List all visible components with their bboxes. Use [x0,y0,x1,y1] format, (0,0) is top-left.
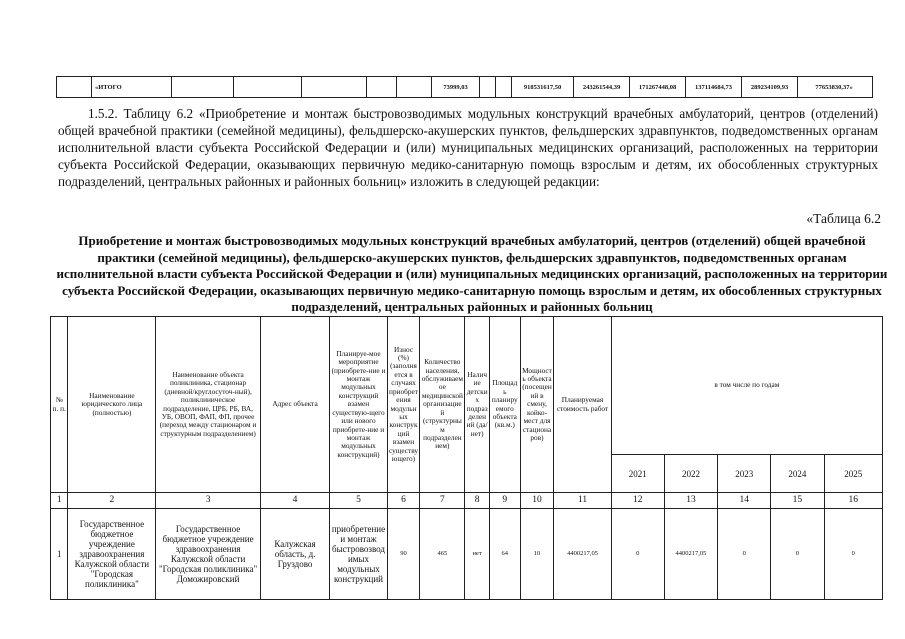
col-number: 9 [489,493,520,509]
total-2024: 289234109,93 [742,77,798,97]
header-children: Наличие детских подразделений (да/нет) [465,317,490,493]
row-2024: 0 [771,509,824,600]
header-legal-entity: Наименование юридического лица (полностью) [68,317,156,493]
table-6-2 [50,316,883,600]
total-cell-empty [496,77,512,97]
row-legal-entity-text: Государственное бюджетное учреждение здравоохранения Калужской области "Городская поликлиника" [74,519,150,589]
header-area: Площадь планируемого объекта (кв.м.) [489,317,520,493]
total-cell-empty [302,77,367,97]
table-row [51,509,883,600]
col-number: 13 [664,493,717,509]
row-2023: 0 [718,509,771,600]
col-number: 1 [51,493,68,509]
header-year-2024: 2024 [771,455,824,493]
header-wear: Износ (%) (заполняется в случаях приобретения модульных конструкций взамен существующего) [387,317,420,493]
header-cost: Планируемая стоимость работ [554,317,611,493]
total-cell-empty [397,77,432,97]
row-cost: 4400217,05 [554,509,611,600]
col-number: 10 [520,493,554,509]
header-measure: Планируе-мое мероприятие (приобрете-ние и монтаж модульных конструкций взамен существую-щего или нового приобрете-ние и монтаж модульных конструкций) [330,317,387,493]
previous-table-total-row [56,76,873,98]
col-number: 2 [68,493,156,509]
col-number: 7 [420,493,465,509]
row-object-text: Государственное бюджетное учреждение здравоохранения Калужской области "Городская поликлиника" Доможировский [158,524,258,584]
total-label: «ИТОГО [92,77,172,97]
col-number: 12 [611,493,664,509]
total-area: 73999,03 [432,77,480,97]
total-cell-empty [57,77,92,97]
total-cell-empty [367,77,397,97]
header-year-2021: 2021 [611,455,664,493]
row-legal-entity [68,509,156,600]
col-number: 14 [718,493,771,509]
row-measure-text: приобретение и монтаж быстровозводимых модульных конструкций [331,524,386,584]
header-years-group: в том числе по годам [611,317,882,455]
column-number-row [51,493,883,509]
header-year-2025: 2025 [824,455,883,493]
header-year-2022: 2022 [664,455,717,493]
total-cell-empty [234,77,302,97]
row-children: нет [465,509,490,600]
row-population: 465 [420,509,465,600]
col-number: 16 [824,493,883,509]
col-number: 6 [387,493,420,509]
row-wear: 90 [387,509,420,600]
amendment-text: 1.5.2. Таблицу 6.2 «Приобретение и монтаж быстровозводимых модульных конструкций врачебных амбулаторий, центров (отделений) общей врачебной практики (семейной медицины), фельдшерско-акушерских пунктов, фельдшерских здравпунктов, подведомственных органам исполнительной власти субъекта Российской Федерации и (или) муниципальных медицинских организаций, расположенных на территории субъекта Российской Федерации, оказывающих первичную медико-санитарную помощь взрослым и детям, их обособленных структурных подразделений, центральных районных и районных больниц» изложить в следующей редакции: [58,106,878,189]
total-2021: 243261544,39 [574,77,630,97]
amendment-paragraph [58,105,878,190]
row-2021: 0 [611,509,664,600]
header-year-2023: 2023 [718,455,771,493]
col-number: 5 [330,493,387,509]
header-row [51,317,883,455]
total-cell-empty [480,77,496,97]
header-population: Количество населения, обслуживаемое медицинской организацией (структурным подразделением) [420,317,465,493]
row-object [156,509,260,600]
row-measure [330,509,387,600]
col-number: 3 [156,493,260,509]
header-number: № п. п. [51,317,68,493]
total-cell-empty [172,77,234,97]
row-area: 64 [489,509,520,600]
total-2025: 77653830,37» [815,83,853,91]
row-capacity: 10 [520,509,554,600]
total-2023: 137114684,73 [686,77,742,97]
row-number: 1 [51,509,68,600]
row-2022: 4400217,05 [664,509,717,600]
table-reference: «Таблица 6.2 [806,211,881,226]
total-2022: 171267448,08 [630,77,686,97]
header-capacity: Мощность объекта (посещений в смену, койко-мест для стационаров) [520,317,554,493]
col-number: 8 [465,493,490,509]
row-address: Калужская область, д. Груздово [260,509,330,600]
col-number: 11 [554,493,611,509]
col-number: 4 [260,493,330,509]
header-object: Наименование объекта поликлиника, стационар (дневной/круглосуточ-ный), поликлиническое подразделение, ЦРБ, РБ, ВА, УБ, ОВОП, ФАП, ФП, прочее (переход между стационаром и структурным подразделением) [156,317,260,493]
total-cost: 918531617,50 [512,77,574,97]
col-number: 15 [771,493,824,509]
header-address: Адрес объекта [260,317,330,493]
row-2025: 0 [824,509,883,600]
table-heading: Приобретение и монтаж быстровозводимых модульных конструкций врачебных амбулаторий, центров (отделений) общей врачебной практики (семейной медицины), фельдшерско-акушерских пунктов, фельдшерских здравпунктов, подведомственных органам исполнительной власти субъекта Российской Федерации и (или) муниципальных медицинских организаций, расположенных на территории субъекта Российской Федерации, оказывающих первичную медико-санитарную помощь взрослым и детям, их обособленных структурных подразделений, центральных районных и районных больниц [56,233,888,315]
